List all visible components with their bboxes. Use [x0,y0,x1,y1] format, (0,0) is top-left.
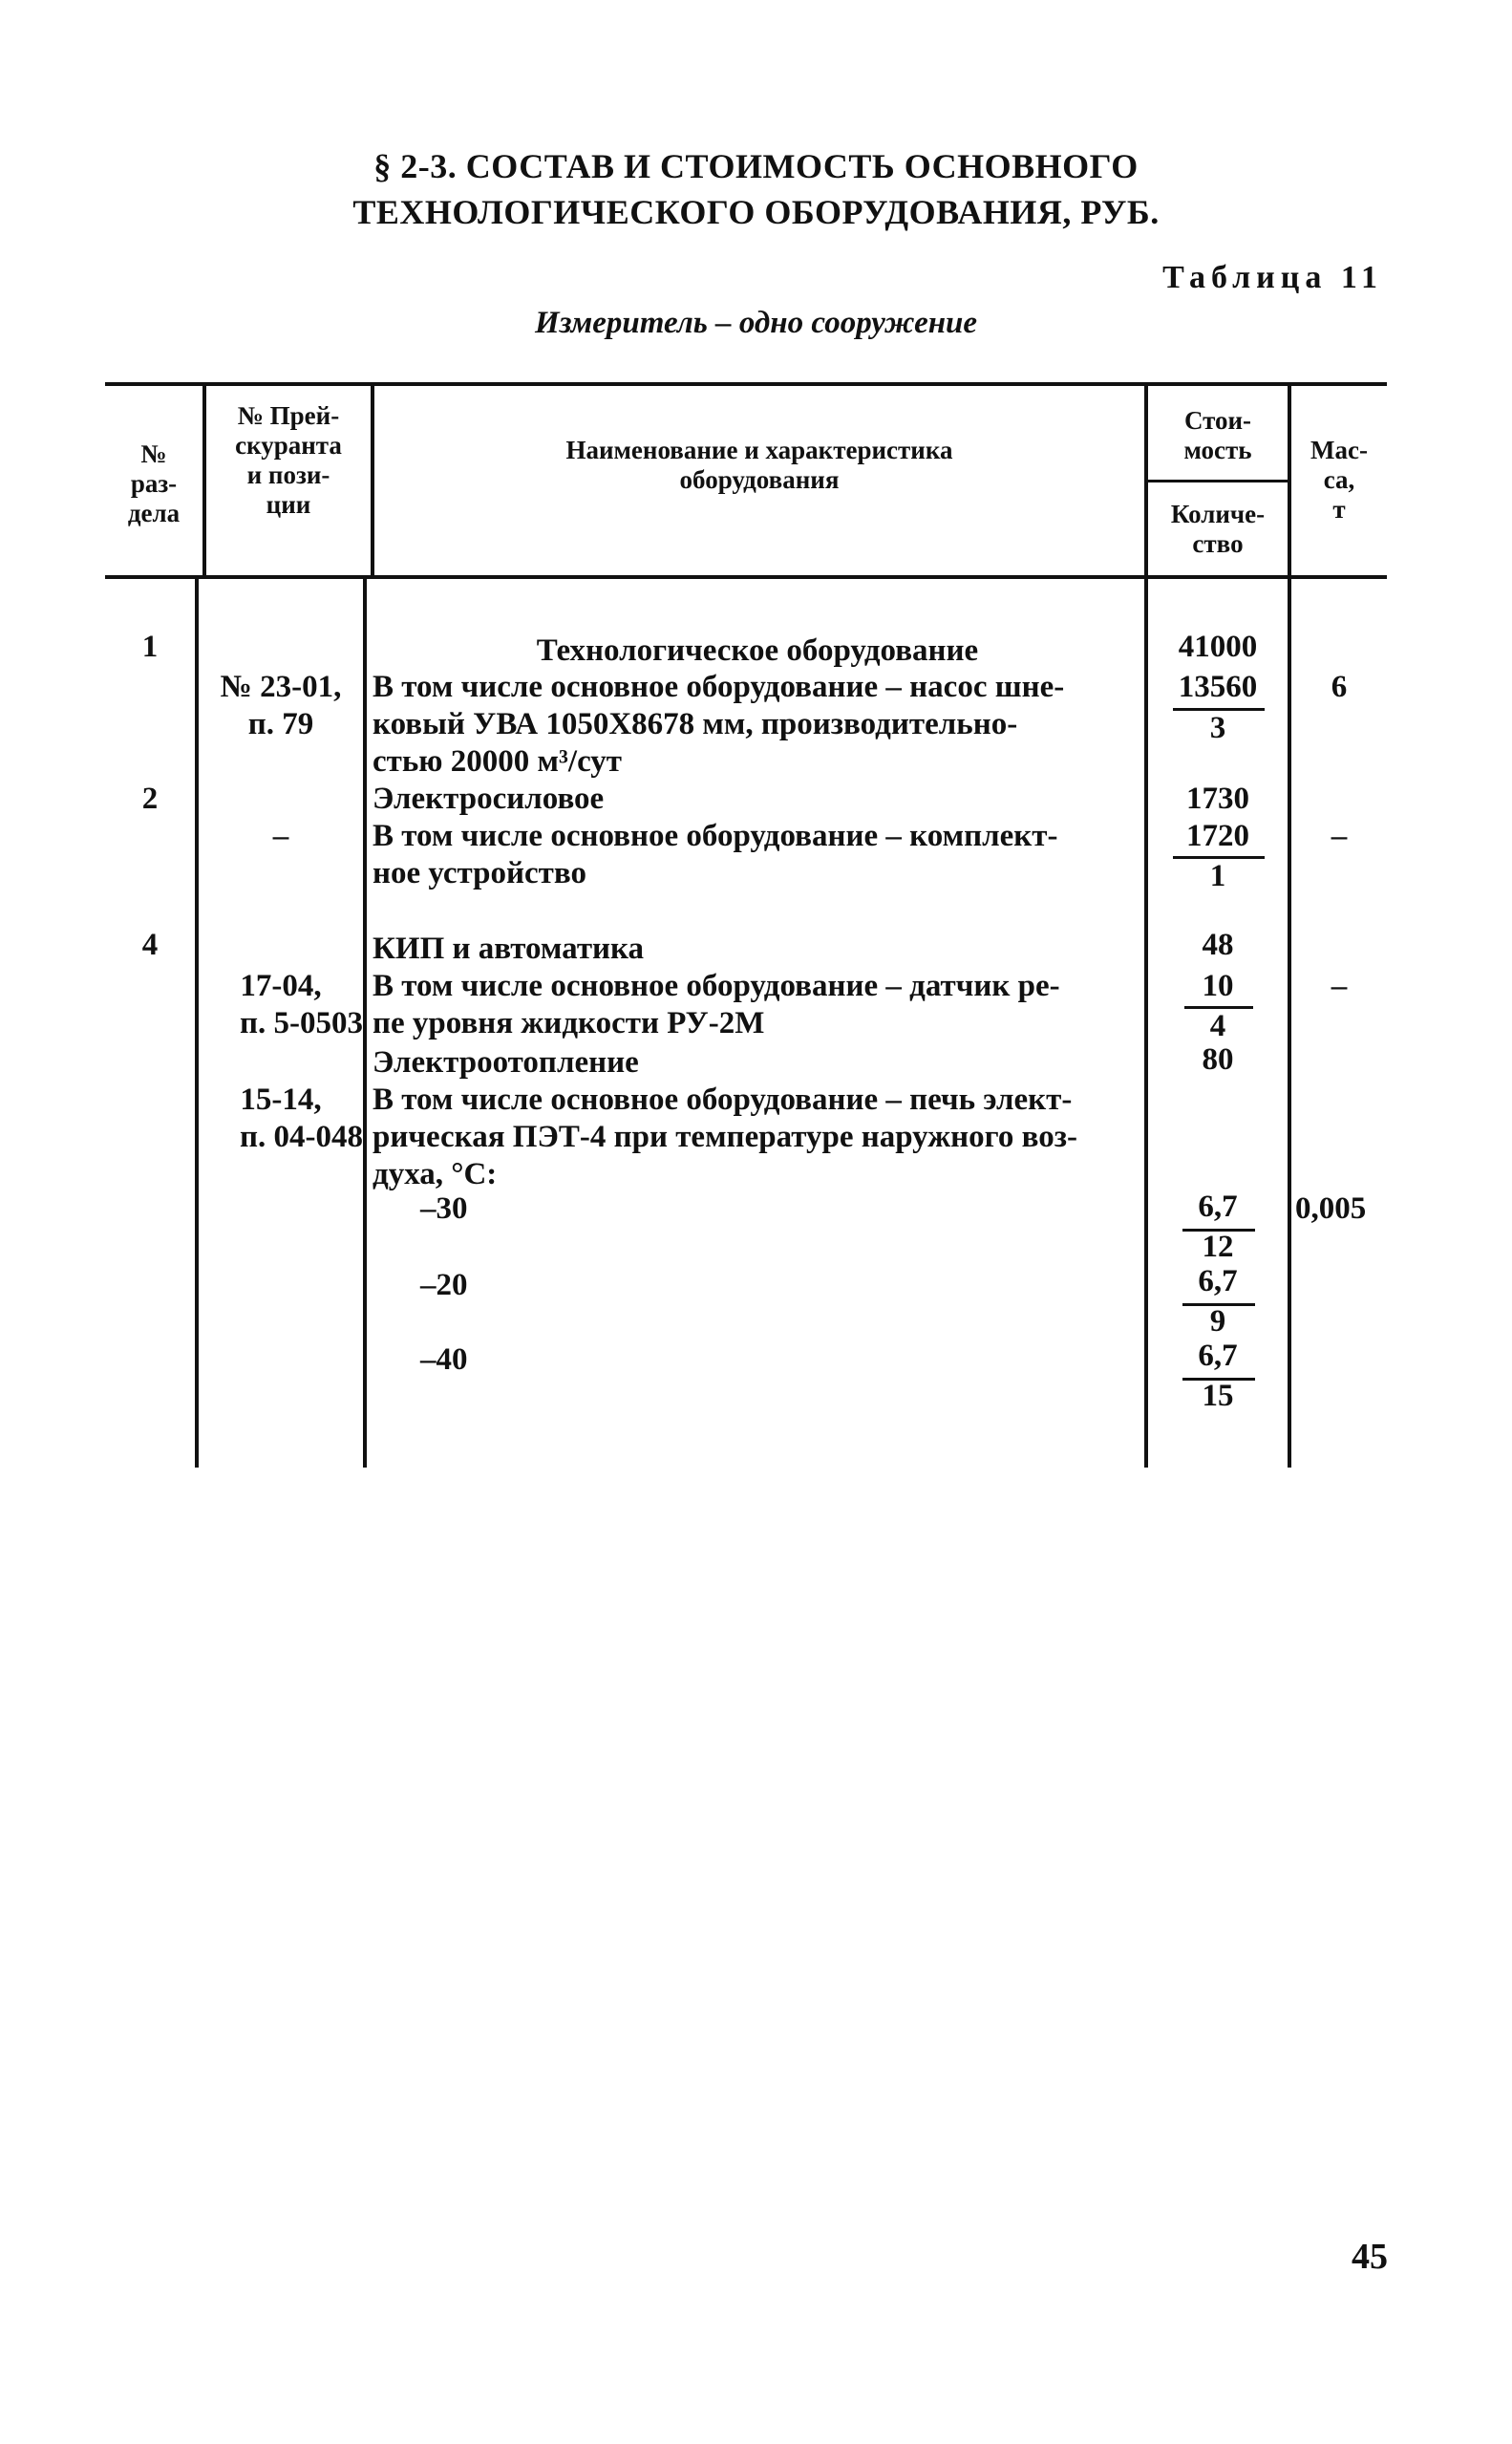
header-mass: Мас- са, т [1310,436,1368,524]
row4-cost: 1720 [1186,819,1249,853]
section-title-line1: § 2-3. СОСТАВ И СТОИМОСТЬ ОСНОВНОГО [373,147,1139,185]
row8-name-l2: рическая ПЭТ-4 при температуре наружного воз- [373,1120,1077,1154]
row2-name-l2: ковый УВА 1050Х8678 мм, производительно- [373,707,1018,741]
row2-qty: 3 [1209,711,1226,745]
row2-name-l1: В том числе основное оборудование – насос шне- [373,670,1065,704]
temp3-cost: 6,7 [1198,1339,1238,1373]
row5-section: 4 [141,928,159,962]
temp1-qty: 12 [1202,1230,1234,1264]
temp3-qty: 15 [1202,1379,1234,1413]
row2-price-ref: № 23-01, [220,670,342,704]
row4-price: – [272,819,289,853]
row4-name-l2: ное устройство [373,856,586,890]
row2-mass: 6 [1331,670,1348,704]
row1-cost: 41000 [1178,630,1258,664]
row7-name: Электроотопление [373,1045,639,1080]
temp3-label: –40 [420,1342,468,1377]
table-label: Таблица 11 [1162,260,1383,295]
row6-price-pos: п. 5-0503 [239,1006,363,1040]
row6-name-l2: пе уровня жидкости РУ-2М [373,1006,765,1040]
row8-price-ref: 15-14, [240,1083,322,1117]
row8-name-l1: В том числе основное оборудование – печь элект- [373,1083,1073,1117]
row4-qty: 1 [1209,859,1226,893]
row2-price-pos: п. 79 [247,707,314,741]
cost-qty-divider [1144,480,1289,482]
row1-name: Технологическое оборудование [536,633,979,668]
header-section-no: № раз- дела [127,439,181,527]
row2-name-l3: стью 20000 м³/сут [373,744,622,779]
row6-mass: – [1331,969,1348,1003]
row4-name-l1: В том числе основное оборудование – комплект- [373,819,1058,853]
table-top-rule [105,382,1387,386]
row7-cost: 80 [1202,1042,1234,1077]
row5-name: КИП и автоматика [373,932,645,966]
header-quantity: Количе- ство [1170,500,1266,558]
row3-name: Электросиловое [373,782,605,816]
header-bottom-rule [105,575,1387,579]
row8-name-l3: духа, °С: [373,1157,498,1191]
temp1-mass: 0,005 [1295,1191,1367,1226]
temp2-cost: 6,7 [1198,1264,1238,1298]
section-title [0,143,1512,235]
row8-price-pos: п. 04-048 [239,1120,363,1154]
header-price-position: № Прей- скуранта и пози- ции [235,401,342,519]
temp2-label: –20 [420,1268,468,1302]
header-cost: Стои- мость [1183,406,1252,464]
body-vline-4 [1288,579,1291,1468]
row6-qty: 4 [1209,1009,1226,1043]
row2-cost: 13560 [1178,670,1258,704]
header-equipment-name: Наименование и характеристика оборудования [565,436,953,494]
row6-price-ref: 17-04, [240,969,322,1003]
temp1-cost: 6,7 [1198,1190,1238,1224]
section-title-line2: ТЕХНОЛОГИЧЕСКОГО ОБОРУДОВАНИЯ, РУБ. [352,193,1160,231]
row4-mass: – [1331,819,1348,853]
row5-cost: 48 [1202,928,1234,962]
row1-section: 1 [141,630,159,664]
temp2-qty: 9 [1209,1304,1226,1339]
temp1-label: –30 [420,1191,468,1226]
measure-unit: Измеритель – одно сооружение [534,306,978,340]
page-number: 45 [1352,2237,1388,2277]
row6-name-l1: В том числе основное оборудование – датчик ре- [373,969,1060,1003]
row3-cost: 1730 [1186,782,1249,816]
row3-section: 2 [141,782,159,816]
row6-cost: 10 [1202,969,1234,1003]
